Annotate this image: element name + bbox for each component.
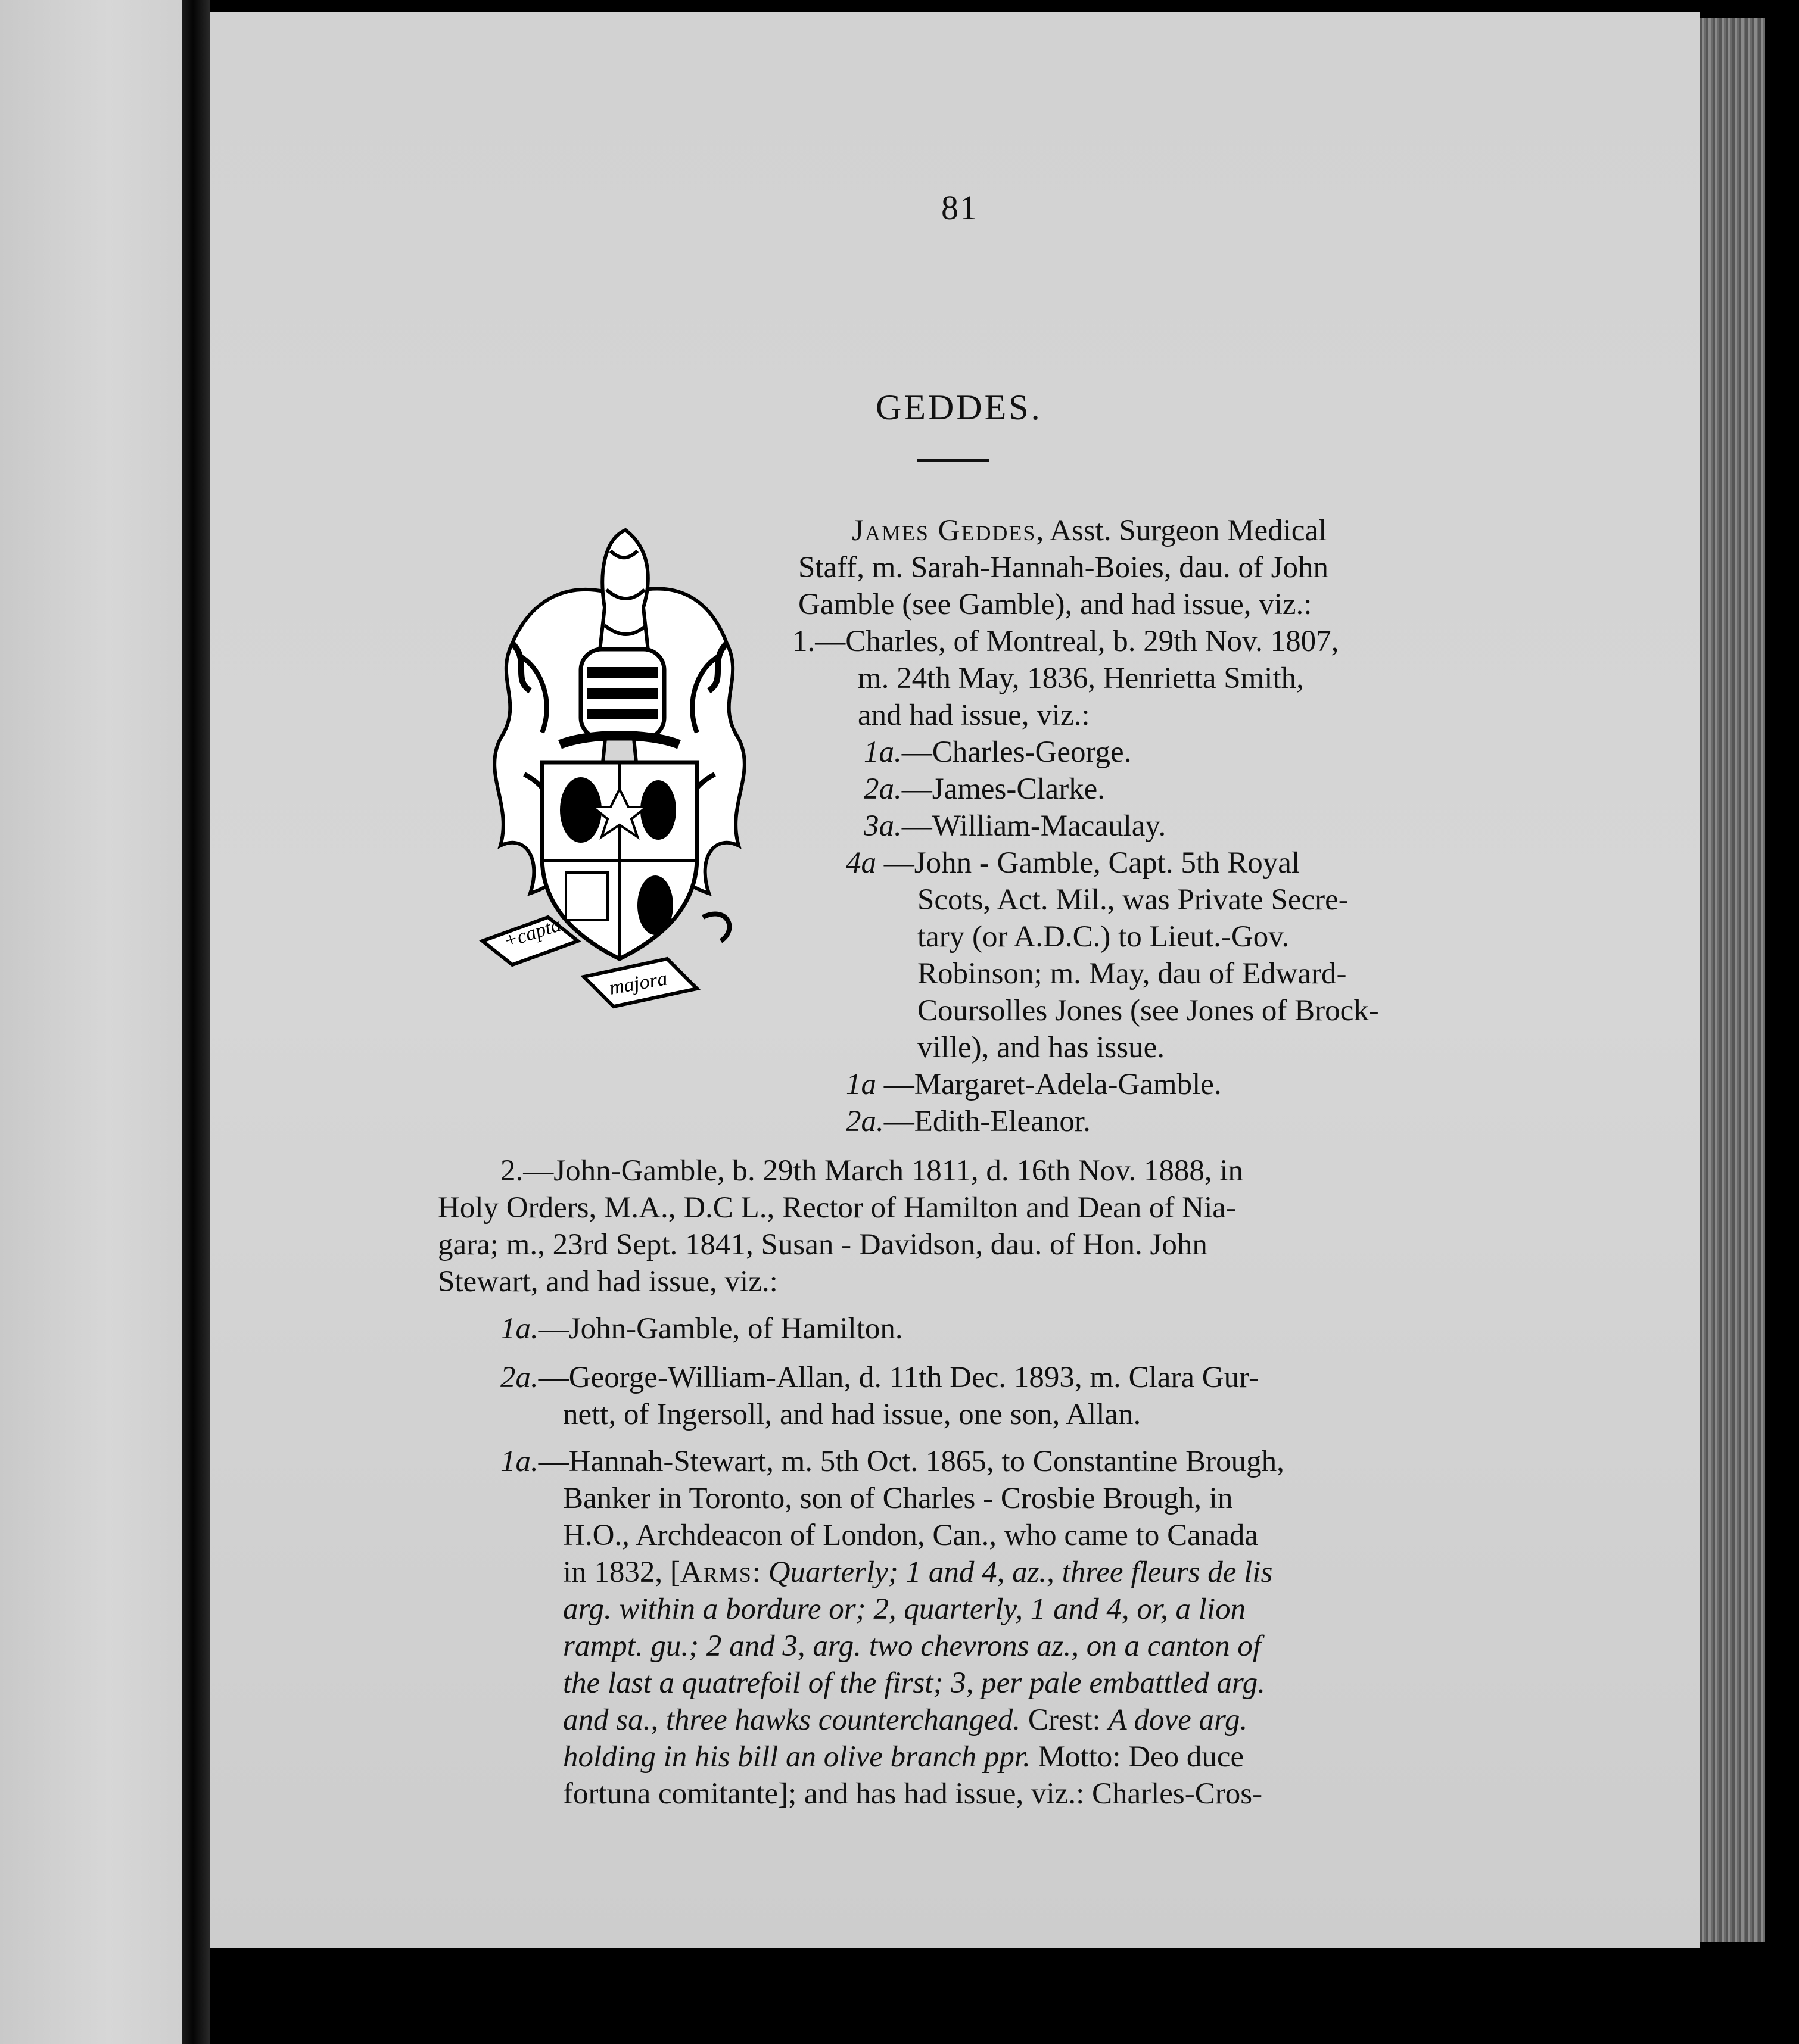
text-segment: Staff, m. Sarah-Hannah-Boies, dau. of John xyxy=(798,551,1328,584)
text-line xyxy=(563,1554,1272,1591)
text-segment: 1a xyxy=(846,1068,876,1101)
crest-motto-right: majora xyxy=(607,967,670,999)
text-segment: 1.—Charles, of Montreal, b. 29th Nov. 1807, xyxy=(792,625,1339,658)
title-rule xyxy=(917,459,989,462)
text-segment: 1a. xyxy=(500,1445,539,1478)
page-number: 81 xyxy=(941,188,978,227)
text-line xyxy=(864,808,1166,845)
text-segment: James Geddes xyxy=(852,514,1037,547)
text-line xyxy=(852,512,1327,549)
text-line xyxy=(563,1665,1265,1702)
page-edges xyxy=(1700,18,1765,1942)
text-segment: 1a. xyxy=(500,1312,539,1345)
text-segment: —John-Gamble, of Hamilton. xyxy=(538,1312,903,1345)
text-segment: Crest: xyxy=(1020,1703,1109,1737)
text-segment: Banker in Toronto, son of Charles - Crosbie Brough, in xyxy=(563,1482,1233,1515)
text-line xyxy=(563,1738,1244,1775)
book-gutter xyxy=(182,0,210,2044)
text-line xyxy=(858,697,1090,734)
text-segment: , Asst. Surgeon Medical xyxy=(1036,514,1327,547)
text-line xyxy=(917,955,1347,992)
text-line xyxy=(563,1702,1247,1738)
text-segment: the last a quatrefoil of the first; 3, per pale embattled arg. xyxy=(563,1666,1266,1700)
text-segment: Coursolles Jones (see Jones of Brock- xyxy=(917,994,1379,1027)
text-line xyxy=(917,1029,1165,1066)
text-line xyxy=(438,1226,1207,1263)
text-segment: Stewart, and had issue, viz.: xyxy=(438,1265,778,1298)
text-segment: tary (or A.D.C.) to Lieut.-Gov. xyxy=(917,920,1290,954)
text-line xyxy=(563,1480,1232,1517)
text-line xyxy=(500,1359,1259,1396)
text-segment: Quarterly; 1 and 4, az., three fleurs de lis xyxy=(768,1556,1273,1589)
coat-of-arms-icon xyxy=(477,524,762,1012)
text-segment: and sa., three hawks counterchanged. xyxy=(563,1703,1021,1737)
text-segment: 2a. xyxy=(500,1361,539,1394)
text-line xyxy=(798,586,1312,623)
text-segment: ville), and has issue. xyxy=(917,1031,1165,1064)
page-title: GEDDES. xyxy=(876,388,1042,427)
text-line xyxy=(563,1775,1262,1812)
text-segment: in 1832, [ xyxy=(563,1556,680,1589)
text-segment: arg. within a bordure or; 2, quarterly, 1 and 4, or, a lion xyxy=(563,1593,1246,1626)
text-segment: m. 24th May, 1836, Henrietta Smith, xyxy=(858,662,1304,695)
crest-motto-left: +capta xyxy=(501,913,564,953)
text-line xyxy=(792,623,1339,660)
text-segment: Gamble (see Gamble), and had issue, viz.: xyxy=(798,588,1312,621)
text-segment: 1a. xyxy=(864,736,902,769)
text-line xyxy=(563,1396,1141,1433)
text-segment: Robinson; m. May, dau of Edward- xyxy=(917,957,1347,990)
text-segment: 2a. xyxy=(864,772,902,806)
text-segment: —John - Gamble, Capt. 5th Royal xyxy=(876,846,1300,880)
text-line xyxy=(500,1443,1284,1480)
text-segment: Motto: Deo duce xyxy=(1030,1740,1244,1774)
text-segment: and had issue, viz.: xyxy=(858,699,1090,732)
left-page-edge xyxy=(0,0,182,2044)
text-segment: H.O., Archdeacon of London, Can., who came to Canada xyxy=(563,1519,1258,1552)
text-segment: 3a. xyxy=(864,809,902,843)
text-segment: —James-Clarke. xyxy=(901,772,1106,806)
text-line xyxy=(846,1103,1091,1140)
text-line xyxy=(917,992,1379,1029)
text-line xyxy=(798,549,1328,586)
text-line xyxy=(438,1263,778,1300)
text-line xyxy=(858,660,1304,697)
text-segment: gara; m., 23rd Sept. 1841, Susan - Davidson, dau. of Hon. John xyxy=(438,1228,1207,1261)
text-segment: —Edith-Eleanor. xyxy=(883,1105,1091,1138)
text-line xyxy=(917,918,1289,955)
text-segment: Holy Orders, M.A., D.C L., Rector of Hamilton and Dean of Nia- xyxy=(438,1191,1236,1224)
text-segment: holding in his bill an olive branch ppr. xyxy=(563,1740,1031,1774)
text-line xyxy=(500,1310,903,1347)
text-segment: 2a. xyxy=(846,1105,884,1138)
text-segment: —George-William-Allan, d. 11th Dec. 1893, m. Clara Gur- xyxy=(538,1361,1259,1394)
text-line xyxy=(563,1517,1258,1554)
text-line xyxy=(563,1591,1246,1628)
text-segment: —Charles-George. xyxy=(901,736,1132,769)
text-line xyxy=(864,771,1105,808)
text-line xyxy=(864,734,1131,771)
text-line xyxy=(563,1628,1261,1665)
text-segment: Arms xyxy=(680,1556,752,1589)
text-segment: —Hannah-Stewart, m. 5th Oct. 1865, to Constantine Brough, xyxy=(538,1445,1284,1478)
text-segment: rampt. gu.; 2 and 3, arg. two chevrons az., on a canton of xyxy=(563,1629,1262,1663)
text-line xyxy=(500,1152,1243,1189)
text-segment: A dove arg. xyxy=(1108,1703,1248,1737)
text-segment: —William-Macaulay. xyxy=(901,809,1166,843)
text-segment: nett, of Ingersoll, and had issue, one son, Allan. xyxy=(563,1398,1141,1431)
text-line xyxy=(846,1066,1222,1103)
text-line xyxy=(438,1189,1236,1226)
text-line xyxy=(846,845,1300,881)
text-segment: 4a xyxy=(846,846,876,880)
text-segment: : xyxy=(752,1556,768,1589)
text-segment: fortuna comitante]; and has had issue, viz.: Charles-Cros- xyxy=(563,1777,1263,1811)
text-segment: Scots, Act. Mil., was Private Secre- xyxy=(917,883,1349,917)
text-segment: —Margaret-Adela-Gamble. xyxy=(876,1068,1222,1101)
text-segment: 2.—John-Gamble, b. 29th March 1811, d. 16th Nov. 1888, in xyxy=(500,1154,1244,1188)
text-line xyxy=(917,881,1349,918)
